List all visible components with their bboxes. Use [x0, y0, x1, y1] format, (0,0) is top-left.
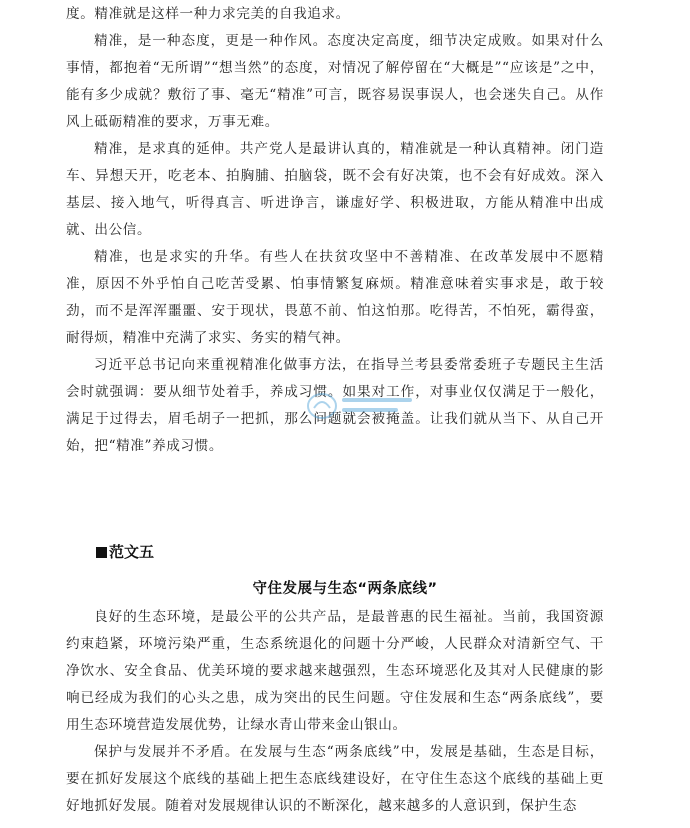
- paragraph-balance: 保护与发展并不矛盾。在发展与生态“两条底线”中，发展是基础，生态是目标，要在抓好发展这个底线的基础上把生态底线建设好，在守住生态这个底线的基础上更好地抓好发展。随着对发展规律认识的不断深化，越来越多的人意识到，保护生态: [66, 744, 604, 814]
- paragraph-attitude: 精准，是一种态度，更是一种作风。态度决定高度，细节决定成败。如果对什么事情，都抱着“无所谓”“想当然”的态度，对情况了解停留在“大概是”“应该是”之中，能有多少成就？敷衍了事、毫无“精准”可言，既容易误事误人，也会迷失自己。从作风上砥砺精准的要求，万事无难。: [66, 33, 604, 130]
- paragraph-ecology: 良好的生态环境，是最公平的公共产品，是最普惠的民生福祉。当前，我国资源约束趋紧，环境污染严重，生态系统退化的问题十分严峻，人民群众对清新空气、干净饮水、安全食品、优美环境的要求越来越强烈，生态环境恶化及其对人民健康的影响已经成为我们的心头之患，成为突出的民生问题。守住发展和生态“两条底线”，要用生态环境营造发展优势，让绿水青山带来金山银山。: [66, 609, 604, 733]
- paragraph-continuation: 度。精准就是这样一种力求完美的自我追求。: [66, 6, 350, 22]
- essay-title: 守住发展与生态“两条底线”: [252, 581, 438, 597]
- square-bullet-icon: [96, 547, 107, 558]
- paragraph-xi-habit: 习近平总书记向来重视精准化做事方法，在指导兰考县委常委班子专题民主生活会时就强调：要从细节处着手，养成习惯。如果对工作，对事业仅仅满足于一般化，满足于过得去，眉毛胡子一把抓，那么问题就会被掩盖。让我们就从当下、从自己开始，把“精准”养成习惯。: [66, 357, 604, 454]
- paragraph-truth: 精准，是求真的延伸。共产党人是最讲认真的，精准就是一种认真精神。闭门造车、异想天开，吃老本、拍胸脯、拍脑袋，既不会有好决策，也不会有好成效。深入基层、接入地气，听得真言、听进诤言，谦虚好学、积极进取，方能从精准中出成就、出公信。: [66, 141, 604, 238]
- watermark-logo-icon: [300, 388, 420, 424]
- section-label: 范文五: [109, 543, 155, 561]
- section-heading: [96, 541, 154, 563]
- paragraph-practice: 精准，也是求实的升华。有些人在扶贫攻坚中不善精准、在改革发展中不愿精准，原因不外乎怕自己吃苦受累、怕事情繁复麻烦。精准意味着实事求是，敢于较劲，而不是浑浑噩噩、安于现状，畏葸不前、怕这怕那。吃得苦，不怕死，霸得蛮，耐得烦，精准中充满了求实、务实的精气神。: [66, 249, 604, 346]
